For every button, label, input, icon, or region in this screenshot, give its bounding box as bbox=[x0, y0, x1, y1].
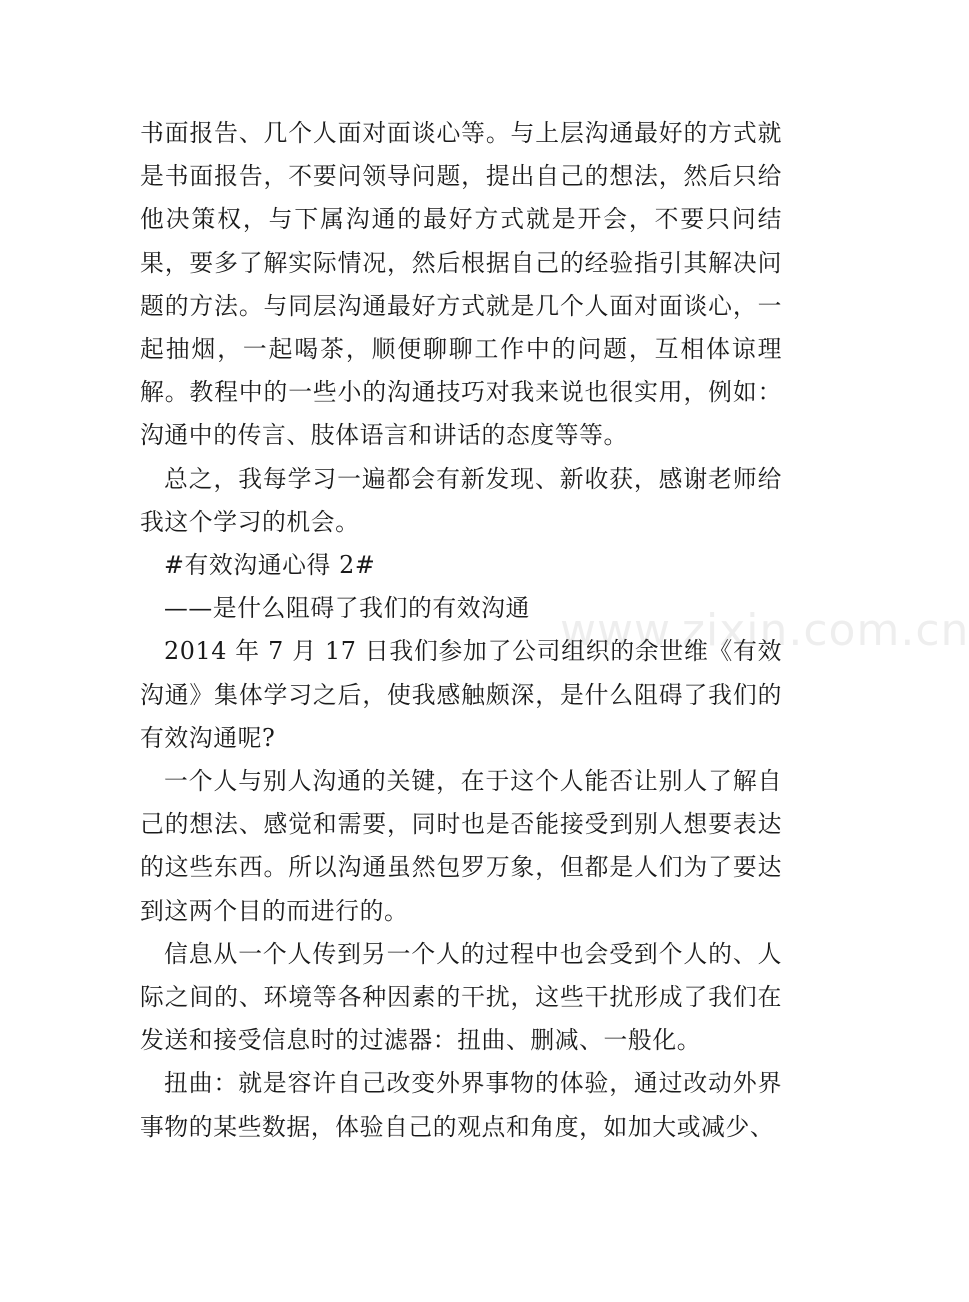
watermark: www.zixin.com.cn bbox=[560, 605, 969, 656]
paragraph-1: 书面报告、几个人面对面谈心等。与上层沟通最好的方式就是书面报告，不要问领导问题，提出自己的想法，然后只给他决策权，与下属沟通的最好方式就是开会，不要只问结果，要多了解实际情况，然后根据自己的经验指引其解决问题的方法。与同层沟通最好方式就是几个人面对面谈心，一起抽烟，一起喝茶，顺便聊聊工作中的问题，互相体谅理解。教程中的一些小的沟通技巧对我来说也很实用，例如：沟通中的传言、肢体语言和讲话的态度等等。 bbox=[140, 119, 782, 450]
paragraph-4: 一个人与别人沟通的关键，在于这个人能否让别人了解自己的想法、感觉和需要，同时也是否能接受到别人想要表达的这些东西。所以沟通虽然包罗万象，但都是人们为了要达到这两个目的而进行的。 bbox=[140, 767, 782, 925]
section-heading: #有效沟通心得 2# bbox=[164, 551, 376, 580]
paragraph-5: 信息从一个人传到另一个人的过程中也会受到个人的、人际之间的、环境等各种因素的干扰，这些干扰形成了我们在发送和接受信息时的过滤器：扭曲、删减、一般化。 bbox=[140, 939, 782, 1055]
paragraph-2: 总之，我每学习一遍都会有新发现、新收获，感谢老师给我这个学习的机会。 bbox=[140, 464, 782, 536]
paragraph-3: 2014 年 7 月 17 日我们参加了公司组织的余世维《有效沟通》集体学习之后，使我感触颇深，是什么阻碍了我们的有效沟通呢? bbox=[140, 637, 782, 752]
section-subtitle: ——是什么阻碍了我们的有效沟通 bbox=[164, 594, 530, 623]
document-body bbox=[140, 112, 782, 1149]
paragraph-6: 扭曲：就是容许自己改变外界事物的体验，通过改动外界事物的某些数据，体验自己的观点和角度，如加大或减少、 bbox=[140, 1069, 782, 1141]
